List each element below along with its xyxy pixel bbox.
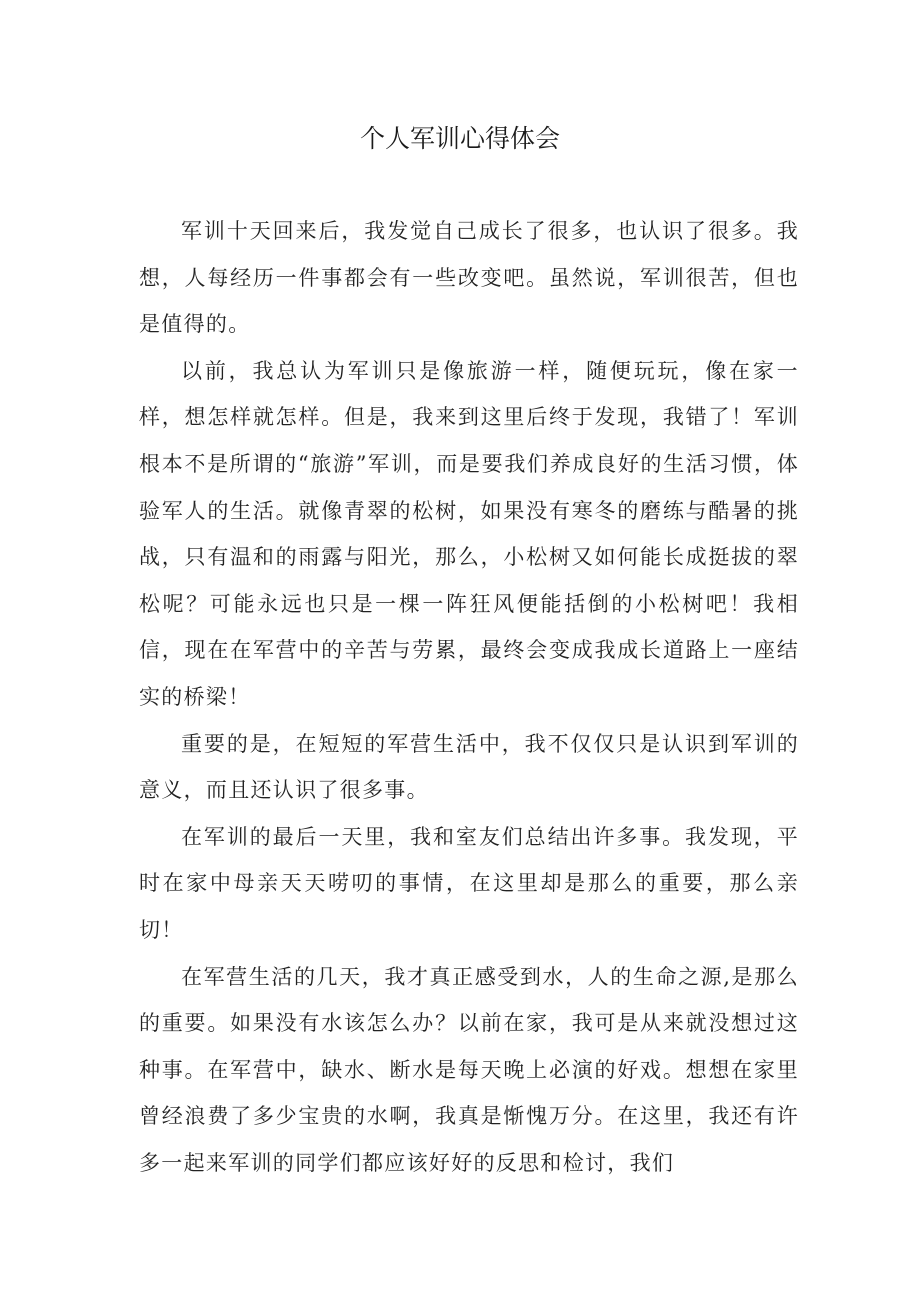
document-body [139, 208, 799, 1186]
paragraph: 在军营生活的几天，我才真正感受到水，人的生命之源,是那么的重要。如果没有水该怎么办？以前在家，我可是从来就没想过这种事。在军营中，缺水、断水是每天晚上必演的好戏。想想在家里曾经浪费了多少宝贵的水啊，我真是惭愧万分。在这里，我还有许多一起来军训的同学们都应该好好的反思和检讨，我们 [139, 964, 799, 1175]
document-title: 个人军训心得体会 [359, 124, 560, 153]
paragraph: 重要的是，在短短的军营生活中，我不仅仅只是认识到军训的意义，而且还认识了很多事。 [139, 731, 799, 803]
paragraph: 军训十天回来后，我发觉自己成长了很多，也认识了很多。我想，人每经历一件事都会有一些改变吧。虽然说，军训很苦，但也是值得的。 [139, 219, 799, 337]
paragraph: 以前，我总认为军训只是像旅游一样，随便玩玩，像在家一样，想怎样就怎样。但是，我来到这里后终于发现，我错了！军训根本不是所谓的“旅游”军训，而是要我们养成良好的生活习惯，体验军人的生活。就像青翠的松树，如果没有寒冬的磨练与酷暑的挑战，只有温和的雨露与阳光，那么，小松树又如何能长成挺拔的翠松呢？可能永远也只是一棵一阵狂风便能括倒的小松树吧！我相信，现在在军营中的辛苦与劳累，最终会变成我成长道路上一座结实的桥梁！ [139, 358, 799, 709]
paragraph: 在军训的最后一天里，我和室友们总结出许多事。我发现，平时在家中母亲天天唠叨的事情，在这里却是那么的重要，那么亲切！ [139, 824, 799, 942]
